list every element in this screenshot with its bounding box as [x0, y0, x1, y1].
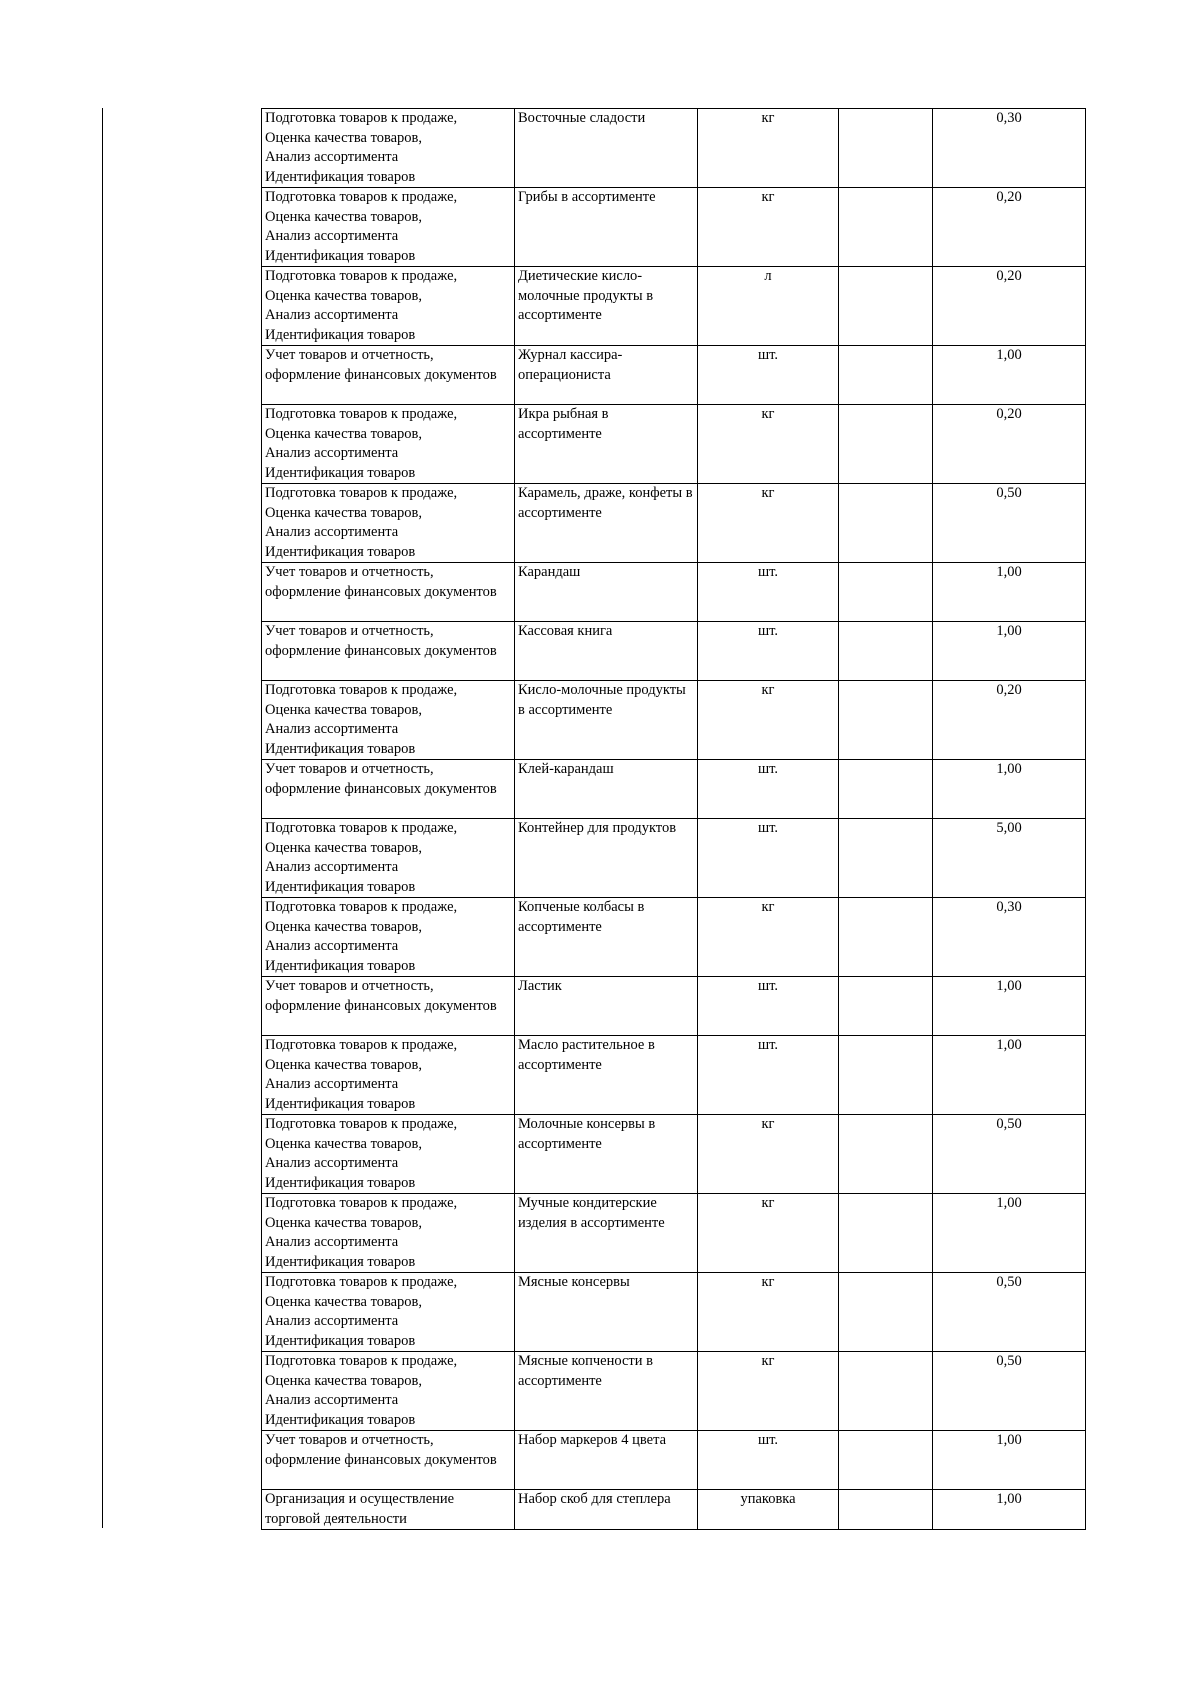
item-cell: Молочные консервы в ассортименте	[515, 1115, 698, 1194]
section-line: Оценка качества товаров,	[265, 701, 423, 718]
section-cell	[262, 1194, 515, 1273]
unit-cell: кг	[698, 1115, 839, 1194]
section-cell	[262, 1490, 515, 1530]
empty-cell	[839, 563, 933, 622]
table-row	[262, 109, 1086, 188]
empty-cell	[839, 622, 933, 681]
quantity-cell: 0,20	[933, 681, 1086, 760]
section-cell	[262, 819, 515, 898]
table-row	[262, 760, 1086, 819]
section-line: Подготовка товаров к продаже,	[265, 682, 458, 698]
unit-cell: шт.	[698, 563, 839, 622]
section-line: Анализ ассортимента	[265, 228, 399, 244]
table-row	[262, 1490, 1086, 1530]
table-row	[262, 1194, 1086, 1273]
item-cell: Грибы в ассортименте	[515, 188, 698, 267]
equipment-table	[261, 108, 1086, 1530]
empty-cell	[839, 1490, 933, 1530]
empty-cell	[839, 1273, 933, 1352]
quantity-cell: 1,00	[933, 346, 1086, 405]
quantity-cell: 0,20	[933, 267, 1086, 346]
section-line: Подготовка товаров к продаже,	[265, 820, 458, 836]
empty-cell	[839, 188, 933, 267]
section-line: Идентификация товаров	[265, 957, 416, 974]
section-line: торговой деятельности	[265, 1510, 407, 1527]
section-line: Подготовка товаров к продаже,	[265, 1037, 458, 1053]
item-cell: Масло растительное в ассортименте	[515, 1036, 698, 1115]
table-row	[262, 681, 1086, 760]
section-line: Анализ ассортимента	[265, 1076, 399, 1092]
unit-cell: шт.	[698, 760, 839, 819]
table-row	[262, 1273, 1086, 1352]
item-cell: Контейнер для продуктов	[515, 819, 698, 898]
unit-cell: шт.	[698, 1036, 839, 1115]
unit-cell: кг	[698, 898, 839, 977]
section-line: Подготовка товаров к продаже,	[265, 189, 458, 205]
table-row	[262, 346, 1086, 405]
item-cell: Клей-карандаш	[515, 760, 698, 819]
table-row	[262, 188, 1086, 267]
section-line: Идентификация товаров	[265, 326, 416, 343]
table-row	[262, 484, 1086, 563]
section-line: Оценка качества товаров,	[265, 425, 423, 442]
section-cell	[262, 977, 515, 1036]
section-cell	[262, 760, 515, 819]
section-line: Учет товаров и отчетность,	[265, 761, 434, 777]
quantity-cell: 5,00	[933, 819, 1086, 898]
table-row	[262, 819, 1086, 898]
quantity-cell: 1,00	[933, 1036, 1086, 1115]
quantity-cell: 1,00	[933, 1194, 1086, 1273]
section-line: Идентификация товаров	[265, 168, 416, 185]
section-line: Анализ ассортимента	[265, 1313, 399, 1329]
unit-cell: кг	[698, 109, 839, 188]
section-cell	[262, 898, 515, 977]
item-cell: Копченые колбасы в ассортименте	[515, 898, 698, 977]
section-line: Подготовка товаров к продаже,	[265, 485, 458, 501]
section-line: Учет товаров и отчетность,	[265, 347, 434, 363]
item-cell: Ластик	[515, 977, 698, 1036]
table-row	[262, 1036, 1086, 1115]
empty-cell	[839, 267, 933, 346]
section-line: Анализ ассортимента	[265, 1234, 399, 1250]
empty-cell	[839, 405, 933, 484]
section-line: Подготовка товаров к продаже,	[265, 899, 458, 915]
section-line: Оценка качества товаров,	[265, 504, 423, 521]
table-row	[262, 267, 1086, 346]
table-row	[262, 1115, 1086, 1194]
section-line: Подготовка товаров к продаже,	[265, 406, 458, 422]
empty-cell	[839, 1036, 933, 1115]
quantity-cell: 1,00	[933, 1431, 1086, 1490]
section-cell	[262, 681, 515, 760]
section-line: Учет товаров и отчетность,	[265, 623, 434, 639]
table-row	[262, 405, 1086, 484]
section-line: Оценка качества товаров,	[265, 1372, 423, 1389]
section-cell	[262, 484, 515, 563]
section-line: Анализ ассортимента	[265, 149, 399, 165]
empty-cell	[839, 1194, 933, 1273]
unit-cell: кг	[698, 1273, 839, 1352]
section-line: Идентификация товаров	[265, 247, 416, 264]
section-line: Анализ ассортимента	[265, 307, 399, 323]
quantity-cell: 0,20	[933, 188, 1086, 267]
quantity-cell: 0,50	[933, 1352, 1086, 1431]
section-line: Идентификация товаров	[265, 1095, 416, 1112]
table-row	[262, 563, 1086, 622]
quantity-cell: 1,00	[933, 760, 1086, 819]
section-line: Учет товаров и отчетность,	[265, 978, 434, 994]
unit-cell: шт.	[698, 346, 839, 405]
unit-cell: шт.	[698, 819, 839, 898]
unit-cell: кг	[698, 1194, 839, 1273]
section-line: Учет товаров и отчетность,	[265, 1432, 434, 1448]
unit-cell: шт.	[698, 622, 839, 681]
quantity-cell: 0,50	[933, 1115, 1086, 1194]
item-cell: Восточные сладости	[515, 109, 698, 188]
section-line: Подготовка товаров к продаже,	[265, 1353, 458, 1369]
section-cell	[262, 622, 515, 681]
empty-cell	[839, 681, 933, 760]
section-line: оформление финансовых документов	[265, 780, 497, 797]
empty-cell	[839, 109, 933, 188]
section-cell	[262, 109, 515, 188]
section-line: Идентификация товаров	[265, 1332, 416, 1349]
section-line: Оценка качества товаров,	[265, 1293, 423, 1310]
section-line: Идентификация товаров	[265, 1411, 416, 1428]
item-cell: Мясные консервы	[515, 1273, 698, 1352]
unit-cell: кг	[698, 1352, 839, 1431]
section-line: Подготовка товаров к продаже,	[265, 1274, 458, 1290]
quantity-cell: 0,20	[933, 405, 1086, 484]
section-line: Идентификация товаров	[265, 1253, 416, 1270]
item-cell: Диетические кисло-молочные продукты в ассортименте	[515, 267, 698, 346]
section-line: Подготовка товаров к продаже,	[265, 110, 458, 126]
section-cell	[262, 1273, 515, 1352]
empty-cell	[839, 819, 933, 898]
item-cell: Икра рыбная в ассортименте	[515, 405, 698, 484]
empty-cell	[839, 484, 933, 563]
section-line: Идентификация товаров	[265, 464, 416, 481]
section-line: оформление финансовых документов	[265, 1451, 497, 1468]
unit-cell: л	[698, 267, 839, 346]
quantity-cell: 1,00	[933, 977, 1086, 1036]
section-cell	[262, 563, 515, 622]
quantity-cell: 0,50	[933, 1273, 1086, 1352]
section-line: Идентификация товаров	[265, 740, 416, 757]
table-row	[262, 622, 1086, 681]
section-cell	[262, 405, 515, 484]
empty-cell	[839, 977, 933, 1036]
empty-cell	[839, 760, 933, 819]
section-line: Подготовка товаров к продаже,	[265, 1195, 458, 1211]
item-cell: Кассовая книга	[515, 622, 698, 681]
section-cell	[262, 267, 515, 346]
section-line: Подготовка товаров к продаже,	[265, 268, 458, 284]
table-body	[262, 109, 1086, 1530]
section-line: Оценка качества товаров,	[265, 287, 423, 304]
section-line: оформление финансовых документов	[265, 642, 497, 659]
unit-cell: упаковка	[698, 1490, 839, 1530]
section-line: Подготовка товаров к продаже,	[265, 1116, 458, 1132]
table-row	[262, 977, 1086, 1036]
table-row	[262, 1352, 1086, 1431]
section-line: Оценка качества товаров,	[265, 129, 423, 146]
section-line: Оценка качества товаров,	[265, 839, 423, 856]
quantity-cell: 0,30	[933, 109, 1086, 188]
section-cell	[262, 1115, 515, 1194]
unit-cell: кг	[698, 405, 839, 484]
empty-cell	[839, 898, 933, 977]
empty-cell	[839, 1352, 933, 1431]
item-cell: Карандаш	[515, 563, 698, 622]
item-cell: Журнал кассира-операциониста	[515, 346, 698, 405]
section-cell	[262, 1036, 515, 1115]
unit-cell: кг	[698, 188, 839, 267]
section-line: Анализ ассортимента	[265, 859, 399, 875]
section-line: Идентификация товаров	[265, 543, 416, 560]
item-cell: Кисло-молочные продукты в ассортименте	[515, 681, 698, 760]
empty-cell	[839, 346, 933, 405]
quantity-cell: 0,50	[933, 484, 1086, 563]
section-line: Оценка качества товаров,	[265, 208, 423, 225]
section-line: Анализ ассортимента	[265, 1392, 399, 1408]
section-line: оформление финансовых документов	[265, 997, 497, 1014]
section-line: Анализ ассортимента	[265, 1155, 399, 1171]
section-cell	[262, 1352, 515, 1431]
unit-cell: кг	[698, 681, 839, 760]
table-row	[262, 1431, 1086, 1490]
section-line: Оценка качества товаров,	[265, 1214, 423, 1231]
section-line: Идентификация товаров	[265, 878, 416, 895]
section-line: Оценка качества товаров,	[265, 1056, 423, 1073]
item-cell: Набор скоб для степлера	[515, 1490, 698, 1530]
section-line: Анализ ассортимента	[265, 938, 399, 954]
section-cell	[262, 1431, 515, 1490]
unit-cell: шт.	[698, 1431, 839, 1490]
section-line: оформление финансовых документов	[265, 366, 497, 383]
quantity-cell: 1,00	[933, 622, 1086, 681]
section-line: Анализ ассортимента	[265, 524, 399, 540]
item-cell: Мясные копчености в ассортименте	[515, 1352, 698, 1431]
section-line: Анализ ассортимента	[265, 721, 399, 737]
section-cell	[262, 188, 515, 267]
section-line: Анализ ассортимента	[265, 445, 399, 461]
section-line: Учет товаров и отчетность,	[265, 564, 434, 580]
empty-cell	[839, 1115, 933, 1194]
section-cell	[262, 346, 515, 405]
section-line: Оценка качества товаров,	[265, 918, 423, 935]
item-cell: Набор маркеров 4 цвета	[515, 1431, 698, 1490]
quantity-cell: 1,00	[933, 563, 1086, 622]
item-cell: Карамель, драже, конфеты в ассортименте	[515, 484, 698, 563]
section-line: Организация и осуществление	[265, 1491, 455, 1507]
unit-cell: шт.	[698, 977, 839, 1036]
empty-cell	[839, 1431, 933, 1490]
quantity-cell: 0,30	[933, 898, 1086, 977]
section-line: оформление финансовых документов	[265, 583, 497, 600]
section-line: Оценка качества товаров,	[265, 1135, 423, 1152]
margin-line	[102, 108, 103, 1528]
table-row	[262, 898, 1086, 977]
quantity-cell: 1,00	[933, 1490, 1086, 1530]
unit-cell: кг	[698, 484, 839, 563]
section-line: Идентификация товаров	[265, 1174, 416, 1191]
item-cell: Мучные кондитерские изделия в ассортименте	[515, 1194, 698, 1273]
